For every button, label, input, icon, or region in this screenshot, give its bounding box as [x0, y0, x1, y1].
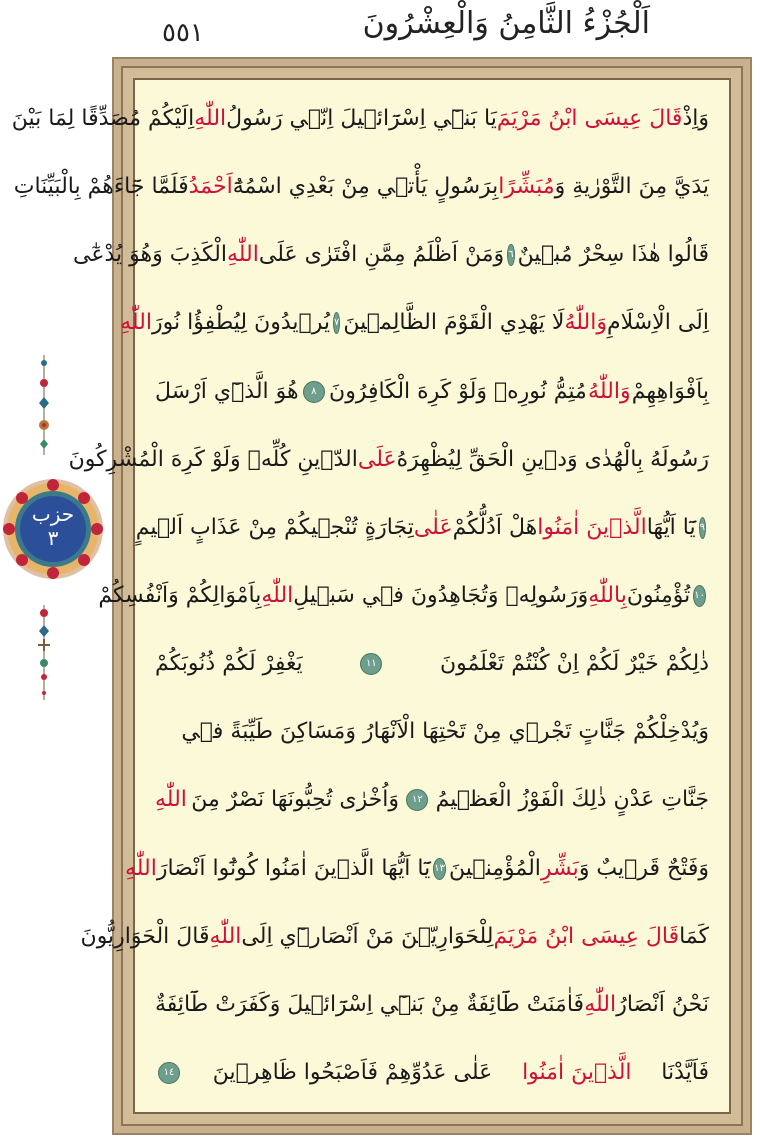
text-line [155, 976, 709, 1034]
text-segment: قَالَ الْحَوَارِيُّونَ [80, 923, 210, 949]
text-segment: يَٓا اَيُّهَا [646, 514, 696, 540]
text-segment: وَرَسُولِهٖ وَتُجَاهِدُونَ فٖي سَبٖيلِ [293, 582, 589, 608]
text-segment: تُؤْمِنُونَ [626, 582, 691, 608]
text-segment: بِرَسُولٍ يَأْتٖي مِنْ بَعْدِي اسْمُهُٓ [232, 174, 499, 200]
text-segment: الْكَذِبَ وَهُوَ يُدْعٰٓى [73, 242, 227, 268]
highlighted-text: بَشِّرِ [540, 855, 579, 881]
highlighted-text: مُبَشِّرًا [498, 174, 555, 200]
highlighted-text: الَّذٖينَ اٰمَنُوا [522, 1059, 632, 1085]
text-segment: بِاَمْوَالِكُمْ وَاَنْفُسِكُمْ [98, 582, 262, 608]
text-segment: وَيُدْخِلْكُمْ جَنَّاتٍ تَجْرٖي مِنْ تَحْتِهَا الْاَنْهَارُ وَمَسَاكِنَ طَيِّبَةً فٖي [181, 719, 709, 745]
highlighted-text: اللّٰهِ [155, 787, 187, 813]
text-segment: يَا بَنٖٓي اِسْرَٓائٖيلَ اِنّٖي رَسُولُ [226, 106, 497, 131]
highlighted-text: وَاللّٰهُ [564, 310, 607, 336]
text-segment: ذٰلِكُمْ خَيْرٌ لَكُمْ اِنْ كُنْتُمْ تَعْلَمُونَ [439, 651, 709, 677]
text-segment: هَلْ اَدُلُّكُمْ [452, 514, 538, 540]
text-segment: لِلْحَوَارِيّٖنَ مَنْ اَنْصَارٖٓي اِلَى [241, 923, 494, 949]
highlighted-text: اللّٰهِ [124, 855, 157, 881]
text-line [155, 363, 709, 421]
highlighted-text: اللّٰهِ [194, 106, 227, 131]
ayah-number-marker: ٨ [303, 381, 325, 403]
text-segment: الدّٖينِ كُلِّهٖ وَلَوْ كَرِهَ الْمُشْرِكُونَ [68, 446, 358, 472]
text-segment: رَسُولَهُ بِالْهُدٰى وَدٖينِ الْحَقِّ لِيُظْهِرَهُ [396, 446, 709, 472]
highlighted-text: عَلٰى [413, 514, 453, 540]
text-segment: لَا يَهْدِي الْقَوْمَ الظَّالِمٖينَ [343, 310, 565, 336]
text-line [73, 226, 709, 284]
highlighted-text: عَلَى [357, 446, 397, 472]
highlighted-text: اللّٰهِ [584, 991, 617, 1017]
juz-title: اَلْجُزْءُ الثَّامِنُ وَالْعِشْرُونَ [362, 6, 650, 41]
hizb-label: حزب [31, 502, 75, 526]
text-line [68, 431, 709, 489]
text-segment: اِلَيْكُمْ مُصَدِّقًا لِمَا بَيْنَ [11, 106, 195, 131]
text-segment: يَدَيَّ مِنَ التَّوْرٰيةِ وَ [554, 174, 709, 200]
text-line [98, 567, 709, 625]
page-header [110, 0, 750, 58]
text-line [155, 635, 709, 693]
text-line [120, 294, 709, 352]
hizb-number: ٣ [47, 526, 59, 550]
text-line [155, 1044, 709, 1102]
text-line [80, 908, 709, 966]
text-segment: جَنَّاتِ عَدْنٍ ذٰلِكَ الْفَوْزُ الْعَظٖيمُ [435, 787, 709, 813]
text-segment: فَاَيَّدْنَا [661, 1059, 709, 1085]
ayah-number-marker: ٧ [333, 312, 340, 334]
margin-ornament-bottom-icon [33, 605, 55, 700]
text-line [155, 771, 709, 829]
highlighted-text: اللّٰهِ [261, 582, 294, 608]
highlighted-text: اللّٰهِ [209, 923, 242, 949]
text-segment: يُرٖيدُونَ لِيُطْفِؤُا نُورَ [152, 310, 331, 336]
text-segment: نَحْنُ اَنْصَارُ [616, 991, 709, 1017]
ayah-number-marker: ١١ [360, 653, 382, 675]
ayah-number-marker: ١٢ [406, 789, 428, 811]
ayah-number-marker: ٦ [507, 244, 514, 266]
text-line [11, 90, 709, 148]
highlighted-text: اللّٰهِ [120, 310, 152, 336]
margin-ornament-top-icon [33, 355, 55, 455]
text-segment: فَاٰمَنَتْ طَٓائِفَةٌ مِنْ بَنٖٓي اِسْرَٓائٖيلَ وَكَفَرَتْ طَٓائِفَةٌ [155, 991, 585, 1017]
highlighted-text: قَالَ عِيسَى ابْنُ مَرْيَمَ [496, 106, 683, 131]
highlighted-text: اَحْمَدُ [188, 174, 233, 200]
page-number: ٥٥١ [162, 18, 204, 48]
text-segment: الْمُؤْمِنٖينَ [449, 855, 541, 881]
highlighted-text: الَّذٖينَ اٰمَنُوا [537, 514, 647, 540]
text-segment: وَاُخْرٰى تُحِبُّونَهَا نَصْرٌ مِنَ [191, 787, 400, 813]
ayah-number-marker: ١٣ [433, 858, 446, 880]
text-segment: اِلَى الْاِسْلَامِ [607, 310, 709, 336]
text-segment: مُتِمُّ نُورِهٖ وَلَوْ كَرِهَ الْكَافِرُونَ [329, 378, 587, 404]
ayah-number-marker: ٩ [699, 517, 706, 539]
text-segment: فَلَمَّا جَٓاءَهُمْ بِالْبَيِّنَاتِ [13, 174, 189, 200]
highlighted-text: قَالَ عِيسَى ابْنُ مَرْيَمَ [493, 923, 680, 949]
highlighted-text: اللّٰهِ [226, 242, 259, 268]
text-segment: وَاِذْ [682, 106, 709, 131]
hizb-marker [0, 462, 106, 597]
text-segment: قَالُوا هٰذَا سِحْرٌ مُبٖينٌ [517, 242, 709, 268]
text-segment: وَمَنْ اَظْلَمُ مِمَّنِ افْتَرٰى عَلَى [258, 242, 505, 268]
text-line [124, 840, 709, 898]
highlighted-text: بِاللّٰهِ [588, 582, 627, 608]
text-segment: كَمَا [679, 923, 709, 949]
text-segment: عَلٰى عَدُوِّهِمْ فَاَصْبَحُوا ظَاهِرٖينَ [212, 1059, 493, 1085]
text-segment: يَٓا اَيُّهَا الَّذٖينَ اٰمَنُوا كُونُٓوا اَنْصَارَ [156, 855, 431, 881]
text-line [155, 703, 709, 761]
text-segment: وَفَتْحٌ قَرٖيبٌ وَ [578, 855, 709, 881]
text-line [13, 158, 709, 216]
ayah-number-marker: ١٠ [693, 585, 706, 607]
text-line [135, 499, 709, 557]
text-segment: تِجَارَةٍ تُنْجٖيكُمْ مِنْ عَذَابٍ اَلٖيمٍ [135, 514, 414, 540]
highlighted-text: وَاللّٰهُ [588, 378, 631, 404]
ayah-number-marker: ١٤ [158, 1062, 180, 1084]
text-segment: يَغْفِرْ لَكُمْ ذُنُوبَكُمْ [155, 651, 303, 677]
text-segment: بِاَفْوَاهِهِمْ [631, 378, 709, 404]
text-segment: هُوَ الَّذٖٓي اَرْسَلَ [155, 378, 299, 404]
